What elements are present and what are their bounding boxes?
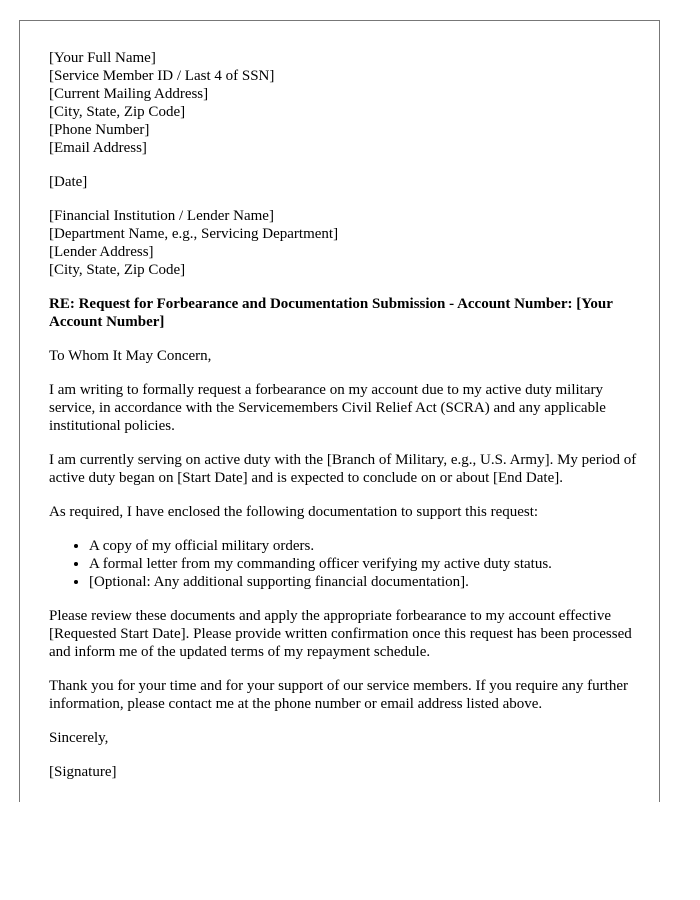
paragraph-request: I am writing to formally request a forbearance on my account due to my active duty military service, in accordance with the Servicemembers Civil Relief Act (SCRA) and any applicable institutional policies. xyxy=(49,382,606,434)
sender-block xyxy=(49,49,637,157)
sender-city-state-zip: [City, State, Zip Code] xyxy=(49,104,186,120)
list-item: • A copy of my official military orders. xyxy=(89,537,637,555)
paragraph-review: Please review these documents and apply the appropriate forbearance to my account effective [Requested Start Date]. Please provide written confirmation once this request has been processed and inform me of the updated terms of my repayment schedule. xyxy=(49,608,632,660)
letter-body xyxy=(49,49,637,797)
recipient-city-state-zip: [City, State, Zip Code] xyxy=(49,262,186,278)
closing: Sincerely, xyxy=(49,730,109,746)
paragraph-thanks: Thank you for your time and for your support of our service members. If you require any further information, please contact me at the phone number or email address listed above. xyxy=(49,678,628,712)
enclosure-list xyxy=(49,537,637,591)
sender-service-id: [Service Member ID / Last 4 of SSN] xyxy=(49,68,275,84)
recipient-institution: [Financial Institution / Lender Name] xyxy=(49,208,274,224)
sender-name: [Your Full Name] xyxy=(49,50,156,66)
recipient-department: [Department Name, e.g., Servicing Department] xyxy=(49,226,339,242)
list-item: • [Optional: Any additional supporting financial documentation]. xyxy=(89,573,637,591)
recipient-block xyxy=(49,207,637,279)
paragraph-enclosures-intro: As required, I have enclosed the following documentation to support this request: xyxy=(49,504,539,520)
signature: [Signature] xyxy=(49,764,117,780)
paragraph-service: I am currently serving on active duty with the [Branch of Military, e.g., U.S. Army]. My period of active duty began on [Start Date] and is expected to conclude on or about [End Date]. xyxy=(49,452,637,486)
list-item: • A formal letter from my commanding officer verifying my active duty status. xyxy=(89,555,637,573)
letter-page xyxy=(19,20,660,802)
letter-date: [Date] xyxy=(49,174,88,190)
subject-line: RE: Request for Forbearance and Documentation Submission - Account Number: [Your Account Number] xyxy=(49,296,613,330)
date-block xyxy=(49,173,637,191)
sender-email: [Email Address] xyxy=(49,140,147,156)
sender-address: [Current Mailing Address] xyxy=(49,86,209,102)
recipient-address: [Lender Address] xyxy=(49,244,154,260)
sender-phone: [Phone Number] xyxy=(49,122,150,138)
salutation: To Whom It May Concern, xyxy=(49,348,212,364)
